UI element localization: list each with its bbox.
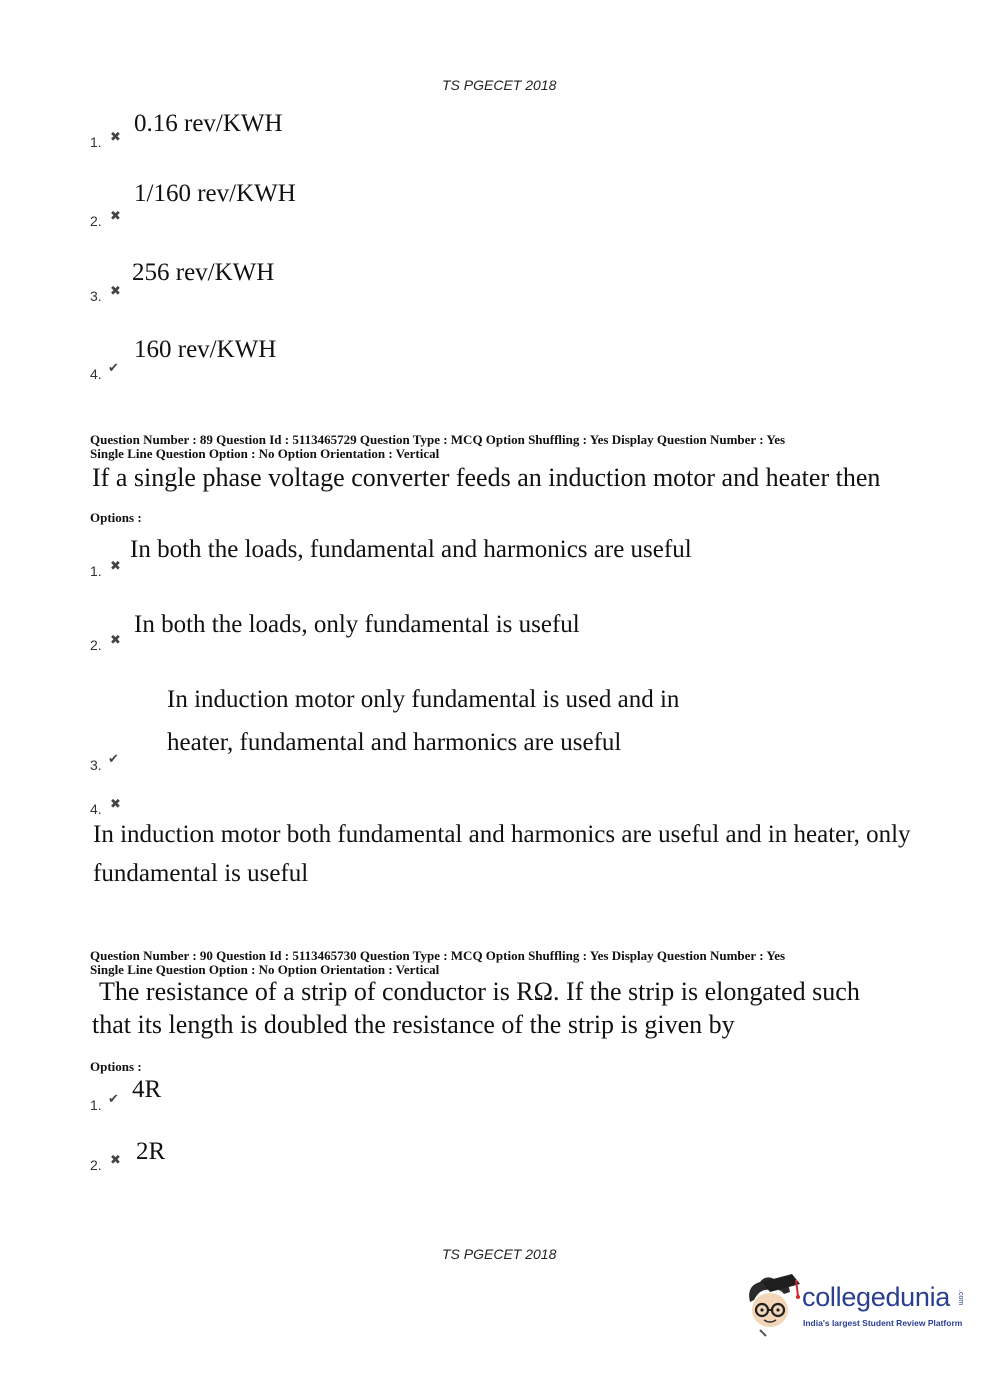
wrong-mark-icon: ✖ — [110, 797, 121, 812]
collegedunia-logo — [740, 1268, 970, 1348]
wrong-mark-icon: ✖ — [110, 284, 121, 299]
page-footer: TS PGECET 2018 — [442, 1246, 557, 1262]
option-number: 2. — [90, 1157, 102, 1173]
page-header: TS PGECET 2018 — [442, 77, 557, 93]
option-number: 2. — [90, 213, 102, 229]
wrong-mark-icon: ✖ — [110, 209, 121, 224]
option-text: 0.16 rev/KWH — [134, 110, 283, 137]
wrong-mark-icon: ✖ — [110, 1153, 121, 1168]
logo-wordmark: collegedunia — [802, 1282, 951, 1312]
wrong-mark-icon: ✖ — [110, 559, 121, 574]
question-meta-line1: Question Number : 89 Question Id : 5113465729 Question Type : MCQ Option Shuffling : Yes Display Question Number : Yes — [90, 432, 786, 447]
option-number: 4. — [90, 366, 102, 382]
option-text: In both the loads, only fundamental is useful — [134, 611, 580, 638]
option-text: 4R — [132, 1076, 162, 1103]
wrong-mark-icon: ✖ — [110, 130, 121, 145]
option-text-line1: In induction motor both fundamental and harmonics are useful and in heater, only — [93, 821, 911, 848]
option-number: 3. — [90, 757, 102, 773]
option-text: 256 rev/KWH — [132, 259, 275, 286]
correct-check-icon: ✔ — [108, 361, 119, 376]
logo-tagline: India's largest Student Review Platform — [803, 1318, 963, 1328]
option-number: 2. — [90, 637, 102, 653]
option-number: 3. — [90, 288, 102, 304]
wrong-mark-icon: ✖ — [110, 633, 121, 648]
question-meta-line2: Single Line Question Option : No Option Orientation : Vertical — [90, 962, 440, 977]
option-text-line2: heater, fundamental and harmonics are useful — [167, 729, 622, 756]
option-text: 2R — [136, 1138, 166, 1165]
correct-check-icon: ✔ — [108, 1092, 119, 1107]
question-text-line2: that its length is doubled the resistance of the strip is given by — [92, 1010, 735, 1039]
option-text-line1: In induction motor only fundamental is used and in — [167, 686, 680, 713]
option-text: 160 rev/KWH — [134, 336, 277, 363]
option-text: 1/160 rev/KWH — [134, 180, 296, 207]
question-text: If a single phase voltage converter feeds an induction motor and heater then — [92, 463, 881, 492]
mascot-icon — [740, 1272, 802, 1338]
option-number: 1. — [90, 134, 102, 150]
question-meta-line2: Single Line Question Option : No Option Orientation : Vertical — [90, 446, 440, 461]
option-text-line2: fundamental is useful — [93, 860, 309, 887]
option-number: 4. — [90, 801, 102, 817]
option-text: In both the loads, fundamental and harmonics are useful — [130, 536, 692, 563]
question-text-line1: The resistance of a strip of conductor is RΩ. If the strip is elongated such — [99, 977, 860, 1006]
logo-domain-suffix: .com — [957, 1290, 964, 1306]
option-number: 1. — [90, 1097, 102, 1113]
options-label: Options : — [90, 1059, 142, 1074]
question-meta-line1: Question Number : 90 Question Id : 5113465730 Question Type : MCQ Option Shuffling : Yes Display Question Number : Yes — [90, 948, 786, 963]
option-number: 1. — [90, 563, 102, 579]
correct-check-icon: ✔ — [108, 752, 119, 767]
options-label: Options : — [90, 510, 142, 525]
